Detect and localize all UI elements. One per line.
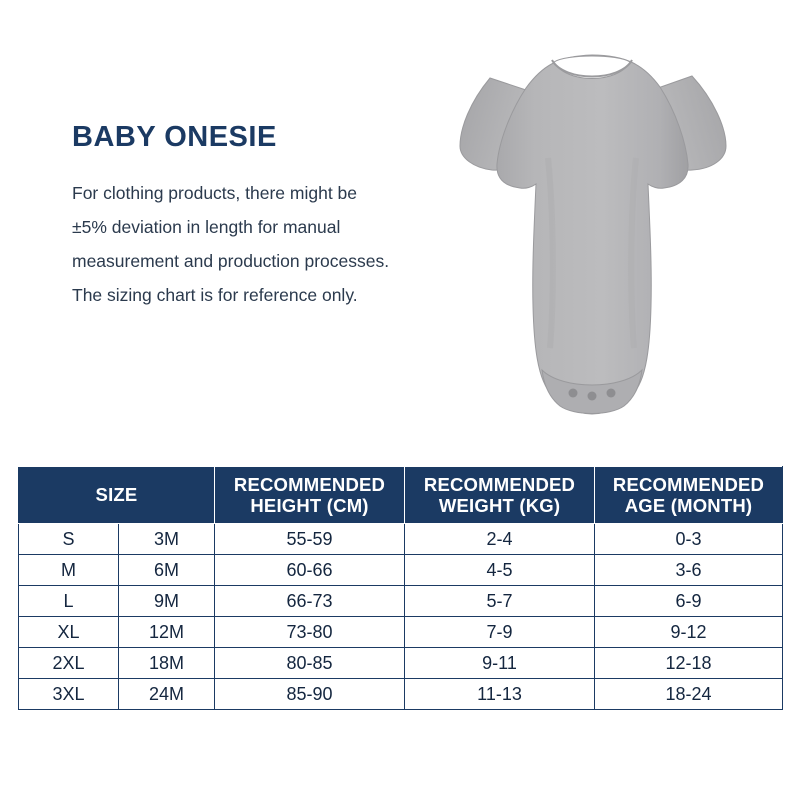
table-row xyxy=(19,586,783,617)
cell-age: 18-24 xyxy=(595,679,783,710)
column-header-age: RECOMMENDED AGE (MONTH) xyxy=(595,467,783,524)
table-header-row xyxy=(19,467,783,524)
table-row xyxy=(19,617,783,648)
cell-weight: 2-4 xyxy=(405,524,595,555)
cell-age-code: 6M xyxy=(119,555,215,586)
table-row xyxy=(19,679,783,710)
description-line: For clothing products, there might be xyxy=(72,182,358,203)
size-chart-table xyxy=(18,466,782,710)
cell-age: 0-3 xyxy=(595,524,783,555)
cell-size: XL xyxy=(19,617,119,648)
table-row xyxy=(19,555,783,586)
cell-height: 55-59 xyxy=(215,524,405,555)
cell-height: 73-80 xyxy=(215,617,405,648)
intro-block xyxy=(72,122,432,312)
cell-size: L xyxy=(19,586,119,617)
description-line: ±5% deviation in length for manual xyxy=(72,217,341,238)
cell-height: 60-66 xyxy=(215,555,405,586)
cell-weight: 9-11 xyxy=(405,648,595,679)
cell-age-code: 3M xyxy=(119,524,215,555)
cell-age-code: 9M xyxy=(119,586,215,617)
cell-size: 2XL xyxy=(19,648,119,679)
page-title: BABY ONESIE xyxy=(72,121,277,153)
description-line: The sizing chart is for reference only. xyxy=(72,285,358,306)
description-text xyxy=(72,176,432,313)
column-header-weight: RECOMMENDED WEIGHT (KG) xyxy=(405,467,595,524)
cell-size: 3XL xyxy=(19,679,119,710)
cell-weight: 4-5 xyxy=(405,555,595,586)
cell-age-code: 12M xyxy=(119,617,215,648)
cell-size: S xyxy=(19,524,119,555)
cell-age: 12-18 xyxy=(595,648,783,679)
column-header-height: RECOMMENDED HEIGHT (CM) xyxy=(215,467,405,524)
cell-age-code: 24M xyxy=(119,679,215,710)
baby-onesie-illustration xyxy=(430,18,760,448)
cell-height: 80-85 xyxy=(215,648,405,679)
table-row xyxy=(19,524,783,555)
description-line: measurement and production processes. xyxy=(72,251,390,272)
cell-weight: 11-13 xyxy=(405,679,595,710)
cell-height: 66-73 xyxy=(215,586,405,617)
cell-height: 85-90 xyxy=(215,679,405,710)
cell-weight: 7-9 xyxy=(405,617,595,648)
cell-age-code: 18M xyxy=(119,648,215,679)
table-row xyxy=(19,648,783,679)
cell-size: M xyxy=(19,555,119,586)
cell-age: 3-6 xyxy=(595,555,783,586)
cell-age: 6-9 xyxy=(595,586,783,617)
cell-weight: 5-7 xyxy=(405,586,595,617)
column-header-size: SIZE xyxy=(19,467,215,524)
cell-age: 9-12 xyxy=(595,617,783,648)
